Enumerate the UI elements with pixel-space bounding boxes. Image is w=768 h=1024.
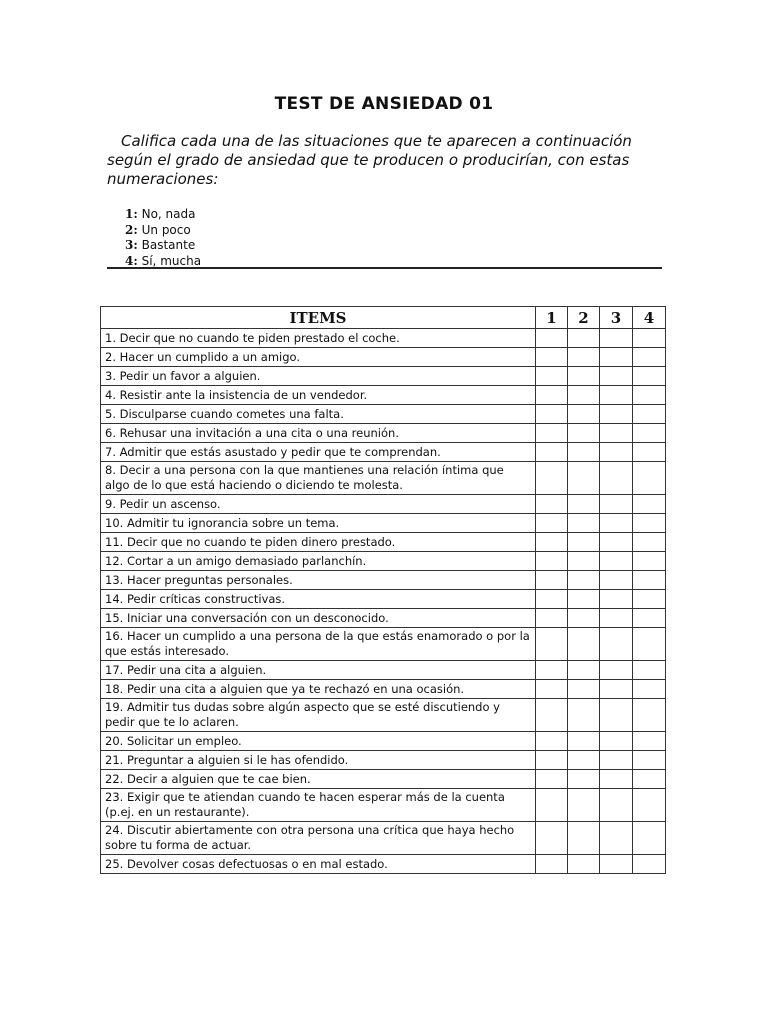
rating-cell-1[interactable] bbox=[536, 661, 568, 680]
rating-cell-2[interactable] bbox=[568, 424, 600, 443]
document-title: TEST DE ANSIEDAD 01 bbox=[274, 94, 494, 114]
instructions-paragraph: Califica cada una de las situaciones que te aparecen a continuación según el grado de ansiedad que te producen o producirían, con estas numeraciones: bbox=[107, 132, 632, 188]
rating-cell-4[interactable] bbox=[633, 443, 666, 462]
table-row bbox=[101, 462, 666, 495]
rating-cell-3[interactable] bbox=[600, 367, 633, 386]
rating-cell-2[interactable] bbox=[568, 789, 600, 822]
rating-cell-1[interactable] bbox=[536, 751, 568, 770]
scale-number: 4: bbox=[125, 253, 138, 268]
rating-cell-2[interactable] bbox=[568, 590, 600, 609]
rating-cell-3[interactable] bbox=[600, 514, 633, 533]
rating-cell-1[interactable] bbox=[536, 405, 568, 424]
rating-cell-2[interactable] bbox=[568, 822, 600, 855]
rating-cell-3[interactable] bbox=[600, 590, 633, 609]
item-text: 4. Resistir ante la insistencia de un vendedor. bbox=[101, 386, 536, 405]
rating-cell-3[interactable] bbox=[600, 855, 633, 874]
rating-cell-2[interactable] bbox=[568, 462, 600, 495]
rating-cell-3[interactable] bbox=[600, 628, 633, 661]
item-text: 19. Admitir tus dudas sobre algún aspecto que se esté discutiendo y pedir que te lo aclaren. bbox=[101, 699, 536, 732]
rating-cell-2[interactable] bbox=[568, 552, 600, 571]
table-row bbox=[101, 367, 666, 386]
rating-cell-1[interactable] bbox=[536, 680, 568, 699]
rating-cell-4[interactable] bbox=[633, 770, 666, 789]
rating-cell-1[interactable] bbox=[536, 789, 568, 822]
item-text: 2. Hacer un cumplido a un amigo. bbox=[101, 348, 536, 367]
table-row bbox=[101, 533, 666, 552]
table-row bbox=[101, 699, 666, 732]
rating-cell-4[interactable] bbox=[633, 462, 666, 495]
rating-cell-4[interactable] bbox=[633, 495, 666, 514]
rating-cell-2[interactable] bbox=[568, 495, 600, 514]
rating-cell-3[interactable] bbox=[600, 699, 633, 732]
rating-cell-4[interactable] bbox=[633, 822, 666, 855]
rating-cell-4[interactable] bbox=[633, 386, 666, 405]
rating-cell-3[interactable] bbox=[600, 789, 633, 822]
rating-cell-4[interactable] bbox=[633, 680, 666, 699]
rating-cell-2[interactable] bbox=[568, 855, 600, 874]
item-text: 9. Pedir un ascenso. bbox=[101, 495, 536, 514]
rating-cell-2[interactable] bbox=[568, 770, 600, 789]
table-row bbox=[101, 514, 666, 533]
scale-item bbox=[125, 238, 201, 254]
rating-cell-1[interactable] bbox=[536, 552, 568, 571]
scale-item bbox=[125, 207, 201, 223]
rating-cell-4[interactable] bbox=[633, 552, 666, 571]
scale-item bbox=[125, 223, 201, 239]
rating-cell-1[interactable] bbox=[536, 367, 568, 386]
item-text: 13. Hacer preguntas personales. bbox=[101, 571, 536, 590]
header-rating-3: 3 bbox=[600, 307, 633, 329]
rating-cell-1[interactable] bbox=[536, 462, 568, 495]
rating-cell-2[interactable] bbox=[568, 386, 600, 405]
item-text: 5. Disculparse cuando cometes una falta. bbox=[101, 405, 536, 424]
rating-cell-3[interactable] bbox=[600, 609, 633, 628]
rating-cell-3[interactable] bbox=[600, 405, 633, 424]
rating-cell-2[interactable] bbox=[568, 443, 600, 462]
item-text: 16. Hacer un cumplido a una persona de la que estás enamorado o por la que estás interesado. bbox=[101, 628, 536, 661]
rating-cell-4[interactable] bbox=[633, 533, 666, 552]
table-row bbox=[101, 329, 666, 348]
item-text: 22. Decir a alguien que te cae bien. bbox=[101, 770, 536, 789]
table-row bbox=[101, 405, 666, 424]
table-row bbox=[101, 590, 666, 609]
item-text: 14. Pedir críticas constructivas. bbox=[101, 590, 536, 609]
rating-cell-1[interactable] bbox=[536, 590, 568, 609]
rating-cell-4[interactable] bbox=[633, 590, 666, 609]
item-text: 18. Pedir una cita a alguien que ya te rechazó en una ocasión. bbox=[101, 680, 536, 699]
rating-cell-2[interactable] bbox=[568, 514, 600, 533]
rating-cell-1[interactable] bbox=[536, 443, 568, 462]
rating-cell-4[interactable] bbox=[633, 751, 666, 770]
scale-label: No, nada bbox=[141, 207, 196, 221]
rating-cell-4[interactable] bbox=[633, 732, 666, 751]
table-row bbox=[101, 495, 666, 514]
rating-cell-4[interactable] bbox=[633, 367, 666, 386]
item-text: 24. Discutir abiertamente con otra persona una crítica que haya hecho sobre tu forma de actuar. bbox=[101, 822, 536, 855]
rating-cell-3[interactable] bbox=[600, 348, 633, 367]
rating-cell-3[interactable] bbox=[600, 495, 633, 514]
table-row bbox=[101, 628, 666, 661]
table-row bbox=[101, 552, 666, 571]
rating-cell-4[interactable] bbox=[633, 699, 666, 732]
header-rating-2: 2 bbox=[568, 307, 600, 329]
rating-cell-2[interactable] bbox=[568, 751, 600, 770]
item-text: 23. Exigir que te atiendan cuando te hacen esperar más de la cuenta (p.ej. en un restaurante). bbox=[101, 789, 536, 822]
table-row bbox=[101, 424, 666, 443]
rating-cell-2[interactable] bbox=[568, 609, 600, 628]
rating-cell-3[interactable] bbox=[600, 443, 633, 462]
rating-cell-2[interactable] bbox=[568, 533, 600, 552]
scale-number: 1: bbox=[125, 207, 138, 221]
rating-cell-3[interactable] bbox=[600, 329, 633, 348]
rating-cell-2[interactable] bbox=[568, 367, 600, 386]
table-row bbox=[101, 571, 666, 590]
table-row bbox=[101, 680, 666, 699]
rating-cell-1[interactable] bbox=[536, 495, 568, 514]
table-row bbox=[101, 822, 666, 855]
scale-label: Sí, mucha bbox=[141, 253, 202, 268]
scale-label: Un poco bbox=[141, 222, 191, 237]
rating-cell-2[interactable] bbox=[568, 699, 600, 732]
table-row bbox=[101, 789, 666, 822]
table-row bbox=[101, 751, 666, 770]
rating-cell-2[interactable] bbox=[568, 661, 600, 680]
rating-cell-1[interactable] bbox=[536, 514, 568, 533]
rating-cell-3[interactable] bbox=[600, 822, 633, 855]
table-row bbox=[101, 855, 666, 874]
rating-cell-3[interactable] bbox=[600, 552, 633, 571]
rating-cell-1[interactable] bbox=[536, 770, 568, 789]
scale-label: Bastante bbox=[141, 238, 196, 252]
rating-cell-1[interactable] bbox=[536, 329, 568, 348]
rating-cell-3[interactable] bbox=[600, 462, 633, 495]
item-text: 20. Solicitar un empleo. bbox=[101, 732, 536, 751]
rating-cell-4[interactable] bbox=[633, 329, 666, 348]
rating-cell-1[interactable] bbox=[536, 533, 568, 552]
rating-cell-4[interactable] bbox=[633, 514, 666, 533]
rating-cell-2[interactable] bbox=[568, 405, 600, 424]
rating-cell-1[interactable] bbox=[536, 628, 568, 661]
rating-cell-3[interactable] bbox=[600, 680, 633, 699]
rating-cell-4[interactable] bbox=[633, 405, 666, 424]
rating-cell-4[interactable] bbox=[633, 855, 666, 874]
rating-cell-1[interactable] bbox=[536, 822, 568, 855]
rating-cell-1[interactable] bbox=[536, 732, 568, 751]
rating-cell-1[interactable] bbox=[536, 386, 568, 405]
item-text: 10. Admitir tu ignorancia sobre un tema. bbox=[101, 514, 536, 533]
scale-number: 3: bbox=[125, 238, 138, 252]
rating-cell-3[interactable] bbox=[600, 533, 633, 552]
table-row bbox=[101, 348, 666, 367]
scale-number: 2: bbox=[125, 222, 138, 237]
rating-cell-4[interactable] bbox=[633, 661, 666, 680]
rating-cell-4[interactable] bbox=[633, 348, 666, 367]
rating-cell-1[interactable] bbox=[536, 424, 568, 443]
rating-cell-3[interactable] bbox=[600, 424, 633, 443]
rating-cell-3[interactable] bbox=[600, 770, 633, 789]
rating-cell-1[interactable] bbox=[536, 699, 568, 732]
item-text: 3. Pedir un favor a alguien. bbox=[101, 367, 536, 386]
table-row bbox=[101, 661, 666, 680]
table-row bbox=[101, 609, 666, 628]
rating-cell-3[interactable] bbox=[600, 751, 633, 770]
rating-cell-2[interactable] bbox=[568, 329, 600, 348]
rating-cell-2[interactable] bbox=[568, 571, 600, 590]
item-text: 1. Decir que no cuando te piden prestado el coche. bbox=[101, 329, 536, 348]
header-rating-4: 4 bbox=[633, 307, 666, 329]
item-text: 17. Pedir una cita a alguien. bbox=[101, 661, 536, 680]
rating-cell-4[interactable] bbox=[633, 628, 666, 661]
items-table bbox=[100, 306, 666, 874]
rating-cell-3[interactable] bbox=[600, 571, 633, 590]
table-row bbox=[101, 386, 666, 405]
item-text: 6. Rehusar una invitación a una cita o una reunión. bbox=[101, 424, 536, 443]
rating-cell-1[interactable] bbox=[536, 571, 568, 590]
rating-cell-2[interactable] bbox=[568, 348, 600, 367]
item-text: 11. Decir que no cuando te piden dinero prestado. bbox=[101, 533, 536, 552]
table-row bbox=[101, 443, 666, 462]
rating-cell-4[interactable] bbox=[633, 789, 666, 822]
header-rating-1: 1 bbox=[536, 307, 568, 329]
rating-cell-3[interactable] bbox=[600, 386, 633, 405]
table-row bbox=[101, 732, 666, 751]
rating-cell-3[interactable] bbox=[600, 661, 633, 680]
rating-cell-1[interactable] bbox=[536, 609, 568, 628]
rating-cell-1[interactable] bbox=[536, 348, 568, 367]
header-items: ITEMS bbox=[101, 307, 536, 329]
item-text: 7. Admitir que estás asustado y pedir que te comprendan. bbox=[101, 443, 536, 462]
rating-cell-4[interactable] bbox=[633, 424, 666, 443]
item-text: 12. Cortar a un amigo demasiado parlanchín. bbox=[101, 552, 536, 571]
item-text: 8. Decir a una persona con la que mantienes una relación íntima que algo de lo que está haciendo o diciendo te molesta. bbox=[101, 462, 536, 495]
rating-cell-2[interactable] bbox=[568, 680, 600, 699]
rating-cell-1[interactable] bbox=[536, 855, 568, 874]
rating-cell-4[interactable] bbox=[633, 609, 666, 628]
rating-cell-3[interactable] bbox=[600, 732, 633, 751]
rating-cell-2[interactable] bbox=[568, 628, 600, 661]
rating-scale-legend bbox=[125, 207, 201, 269]
table-row bbox=[101, 770, 666, 789]
table-header-row bbox=[101, 307, 666, 329]
item-text: 21. Preguntar a alguien si le has ofendido. bbox=[101, 751, 536, 770]
rating-cell-2[interactable] bbox=[568, 732, 600, 751]
item-text: 25. Devolver cosas defectuosas o en mal estado. bbox=[101, 855, 536, 874]
rating-cell-4[interactable] bbox=[633, 571, 666, 590]
horizontal-divider bbox=[107, 267, 662, 269]
item-text: 15. Iniciar una conversación con un desconocido. bbox=[101, 609, 536, 628]
